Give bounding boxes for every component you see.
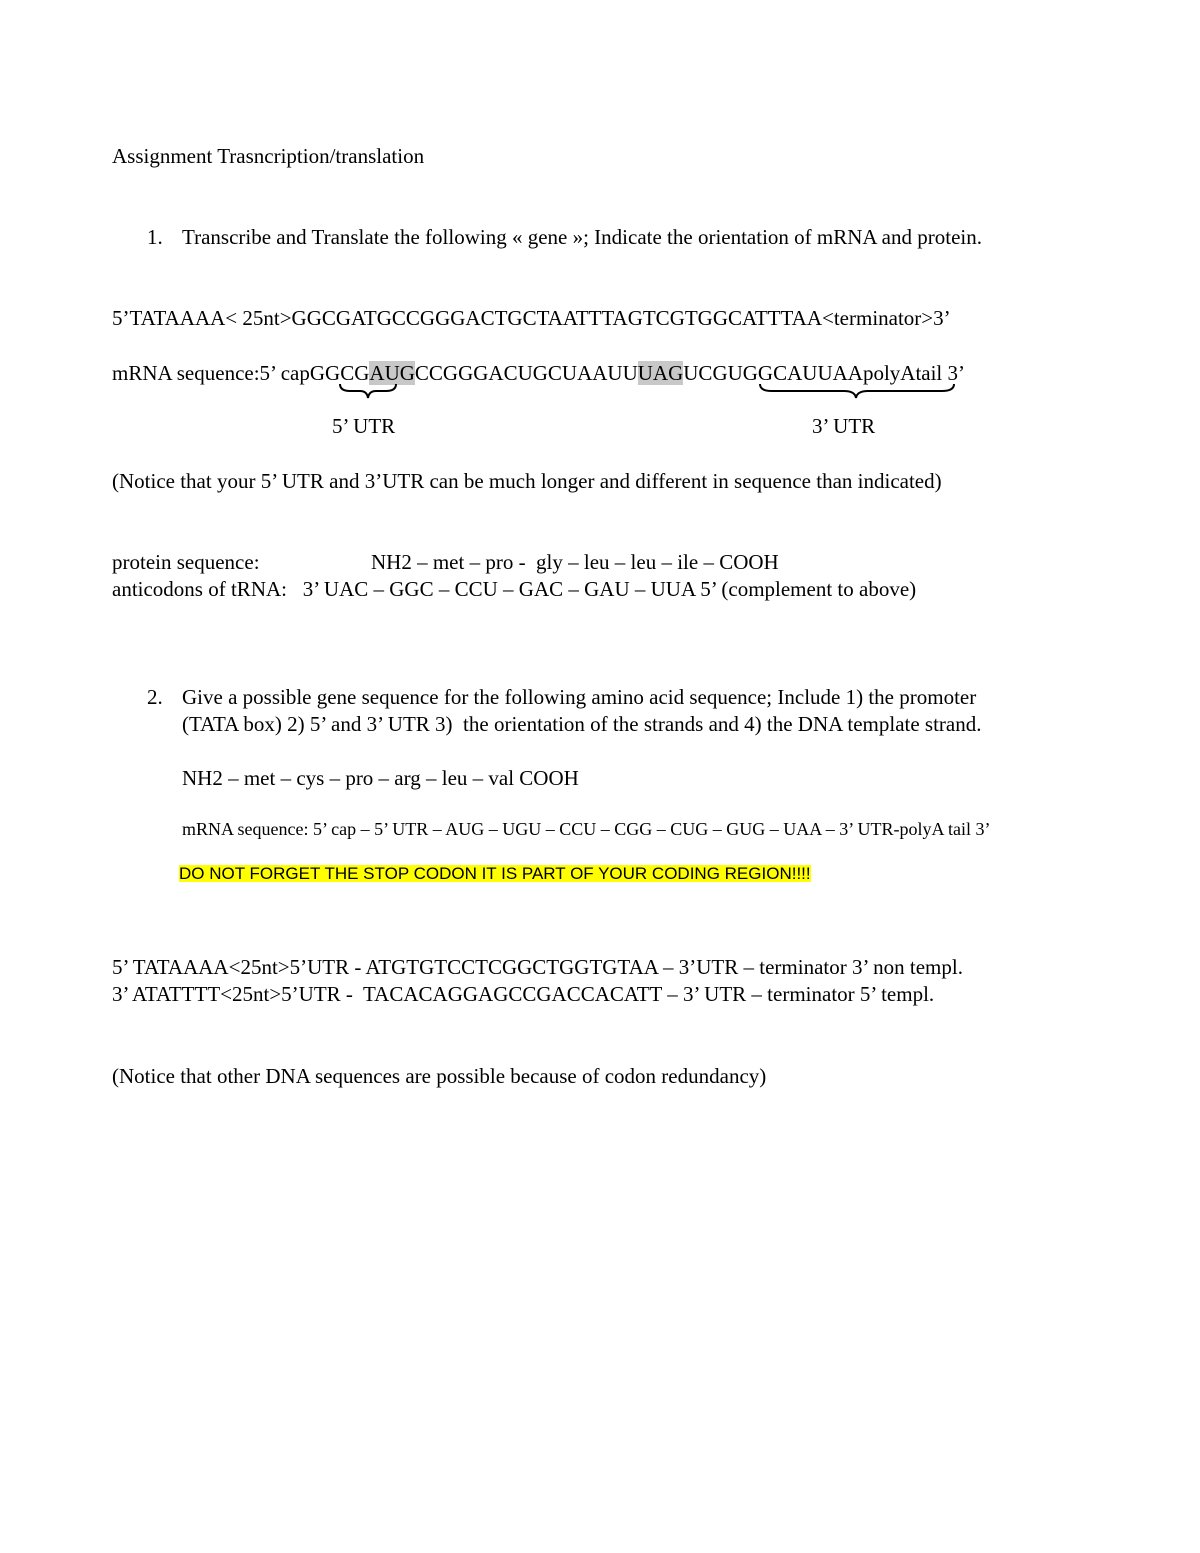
question-2-text-line1: Give a possible gene sequence for the following amino acid sequence; Include 1) the promoter [182,685,977,709]
anticodons: anticodons of tRNA: 3’ UAC – GGC – CCU – GAC – GAU – UUA 5’ (complement to above) [112,577,917,601]
mrna-suffix: polyAtail 3’ [862,361,966,385]
start-codon: AUG [369,361,415,385]
page-title: Assignment Trasncription/translation [112,144,425,168]
question-1-text: Transcribe and Translate the following « gene »; Indicate the orientation of mRNA and protein. [182,225,982,249]
utr3-label: 3’ UTR [812,414,876,438]
question-2-number: 2. [147,685,163,709]
coding-seq: CCGGGACUGCUAAUU [414,361,638,385]
protein-sequence: NH2 – met – pro - gly – leu – leu – ile – COOH [371,550,779,574]
stop-codon-warning: DO NOT FORGET THE STOP CODON IT IS PART OF YOUR CODING REGION!!!! [179,864,811,883]
utr-notice: (Notice that your 5’ UTR and 3’UTR can be much longer and different in sequence than indicated) [112,469,942,493]
amino-acid-sequence: NH2 – met – cys – pro – arg – leu – val COOH [182,766,579,790]
redundancy-notice: (Notice that other DNA sequences are possible because of codon redundancy) [112,1064,767,1088]
utr5-seq: GGCG [309,361,370,385]
stop-codon: UAG [637,361,684,385]
utr5-label: 5’ UTR [332,414,396,438]
question-1-number: 1. [147,225,163,249]
utr5-brace [338,382,398,402]
mrna-sequence-2: mRNA sequence: 5’ cap – 5’ UTR – AUG – UGU – CCU – CGG – CUG – GUG – UAA – 3’ UTR-polyA tail 3’ [182,819,991,839]
mrna-sequence [112,363,965,384]
utr3-seq: UCGUGGCAUUAA [683,361,863,385]
mrna-prefix: mRNA sequence:5’ cap [112,361,310,385]
protein-label: protein sequence: [112,550,260,574]
dna-sequence: 5’TATAAAA< 25nt>GGCGATGCCGGGACTGCTAATTTAGTCGTGGCATTTAA<terminator>3’ [112,306,951,330]
template-strand: 3’ ATATTTT<25nt>5’UTR - TACACAGGAGCCGACCACATT – 3’ UTR – terminator 5’ templ. [112,982,935,1006]
utr3-brace [758,382,958,402]
nontemplate-strand: 5’ TATAAAA<25nt>5’UTR - ATGTGTCCTCGGCTGGTGTAA – 3’UTR – terminator 3’ non templ. [112,955,963,979]
question-2-text-line2: (TATA box) 2) 5’ and 3’ UTR 3) the orientation of the strands and 4) the DNA template strand. [182,712,982,736]
